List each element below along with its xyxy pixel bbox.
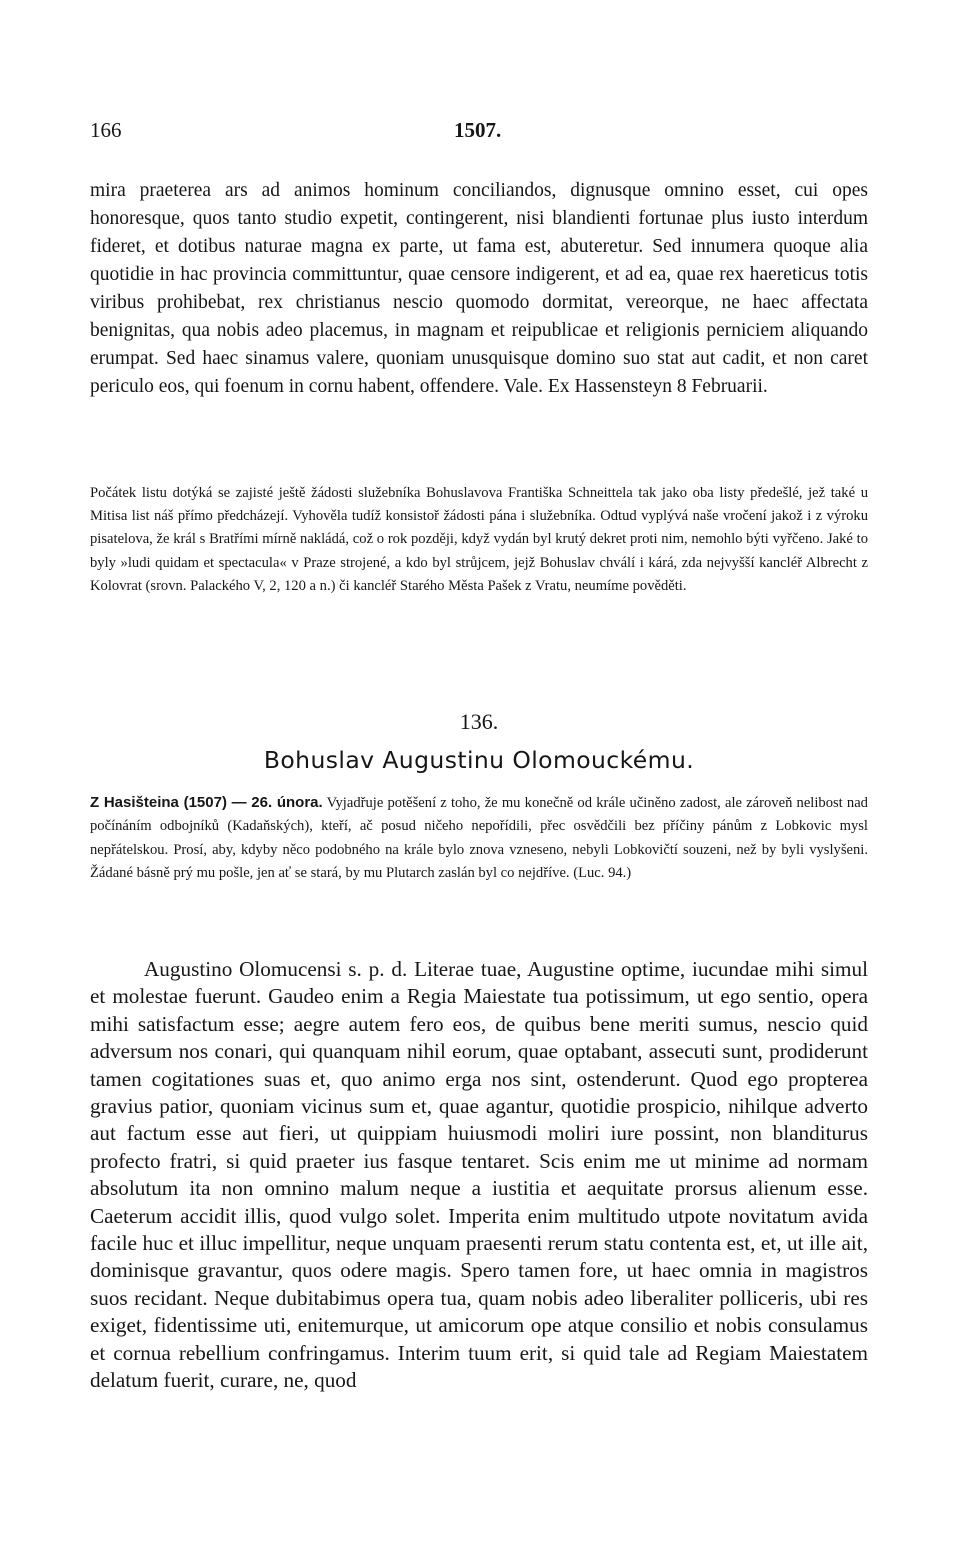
previous-letter-ending: mira praeterea ars ad animos hominum conciliandos, dignusque omnino esset, cui opes honoresque, quos tanto studio expetit, contingerent, nisi blandienti fortunae plus iusto interdum fideret, et dotibus naturae magna ex parte, ut fama est, abuteretur. Sed innumera quoque alia quotidie in hac provincia committuntur, quae censore indigerent, et ad ea, quae rex haereticus totis viribus prohibebat, rex christianus nescio quomodo dormitat, vereorque, ne haec affectata benignitas, qua nobis adeo placemus, in magnam et reipublicae et religionis perniciem aliquando erumpat. Sed haec sinamus valere, quoniam unusquisque domino suo stat aut cadit, et non caret periculo eos, qui foenum in cornu habent, offendere. Vale. Ex Hassensteyn 8 Februarii. [90, 180, 868, 397]
page-number: 166 [90, 118, 122, 142]
editorial-commentary: Počátek listu dotýká se zajisté ještě žádosti služebníka Bohuslavova Františka Schneittela tak jako oba listy předešlé, jež také u Mitisa list náš přímo předcházejí. Vyhověla tudíž konsistoř žádosti pána i služebníka. Odtud vyplývá naše vročení jakož i z výroku pisatelova, že král s Bratřími mírně nakládá, což o rok později, když vydán byl krutý dekret proti nim, nemohlo býti vyřčeno. Jaké to byly »ludi quidam et spectacula« v Praze strojené, a kdo byl strůjcem, jejž Bohuslav chválí i kárá, zda nejvyšší kancléř Albrecht z Kolovrat (srovn. Palackého V, 2, 120 a n.) či kancléř Starého Města Pašek z Vratu, neumíme pověděti. [90, 485, 868, 594]
document-number: 136. [459, 709, 499, 734]
document-summary [90, 791, 868, 885]
document-title: Bohuslav Augustinu Olomouckému. [263, 746, 695, 774]
letter-body: Augustino Olomucensi s. p. d. Literae tuae, Augustine optime, iucundae mihi simul et molestae fuerunt. Gaudeo enim a Regia Maiestate tua potissimum, ut ego sentio, opera mihi satisfactum esse; aegre autem fero eos, de quibus bene meriti sumus, nescio quid adversum nos conari, qui quanquam nihil eorum, quae optabant, assecuti sunt, prodiderunt tamen cogitationes suas et, quo animo erga nos sint, ostenderunt. Quod ego propterea gravius patior, quoniam vicinus sum et, quae agantur, quotidie prospicio, nihilque adverto aut factum esse aut fieri, ut quippiam huiusmodi moliri iure possint, non blanditurus profecto fratri, si quid praeter ius fasque tentaret. Scis enim me ut minime ad normam absolutum ita non omnino malum neque a iustitia et aequitate prorsus alienum esse. Caeterum accidit illis, quod vulgo solet. Imperita enim multitudo utpote novitatum avida facile huc et illuc impellitur, neque unquam praesenti rerum statu contenta est, et, ut ille ait, dominisque gravantur, quos odere magis. Spero tamen fore, ut haec omnia in magistros suos recidant. Neque dubitabimus opera tua, quam nobis adeo liberaliter polliceris, ubi res exiget, fidentissime uti, enitemurque, ut amicorum ope atque consilio et nobis consulamus et cornua rebellium confringamus. Interim tuum erit, si quid tale ad Regiam Maiestatem delatum fuerit, curare, ne, quod [90, 957, 868, 1393]
summary-text: Vyjadřuje potěšení z toho, že mu konečně od krále učiněno zadost, ale zároveň nelibost nad počínáním odbojníků (Kadaňských), kteří, ač posud ničeho nepořídili, přec osvědčili bez příčiny pánům z Lobkovic mysl nepřátelskou. Prosí, aby, kdyby něco podobného na krále bylo znova vzneseno, nebyli Lobkovičtí souzeni, než by byli vyslyšeni. Žádané básně prý mu pošle, jen ať se stará, by mu Plutarch zaslán byl co nejdříve. (Luc. 94.) [90, 795, 868, 881]
running-year: 1507. [454, 118, 502, 142]
summary-place-date: Z Hasišteina (1507) — 26. února. [90, 794, 323, 811]
running-header [90, 118, 868, 148]
